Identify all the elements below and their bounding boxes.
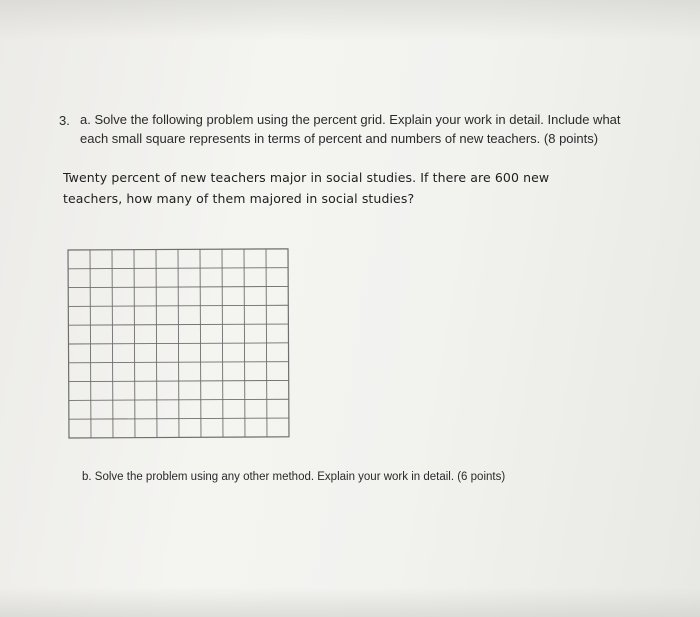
grid-row-line bbox=[69, 399, 289, 400]
grid-row-line bbox=[68, 268, 288, 269]
percent-grid bbox=[67, 248, 290, 439]
part-a-instructions: a. Solve the following problem using the percent grid. Explain your work in detail. Include what each small square represents in terms of percent and numbers of new teachers. (8 points) bbox=[80, 112, 621, 146]
grid-row-line bbox=[69, 362, 289, 363]
grid-row-line bbox=[69, 380, 289, 381]
top-shadow bbox=[0, 0, 700, 40]
part-b-instructions: b. Solve the problem using any other method. Explain your work in detail. (6 points) bbox=[82, 471, 506, 483]
bottom-shadow bbox=[0, 587, 700, 617]
grid-row-line bbox=[68, 324, 288, 325]
grid-row-line bbox=[68, 343, 288, 344]
grid-row-line bbox=[69, 418, 289, 419]
question-number: 3. bbox=[59, 113, 70, 128]
grid-row-line bbox=[68, 305, 288, 306]
word-problem: Twenty percent of new teachers major in social studies. If there are 600 new teachers, how many of them majored in social studies? bbox=[63, 170, 550, 206]
grid-row-line bbox=[68, 286, 288, 287]
